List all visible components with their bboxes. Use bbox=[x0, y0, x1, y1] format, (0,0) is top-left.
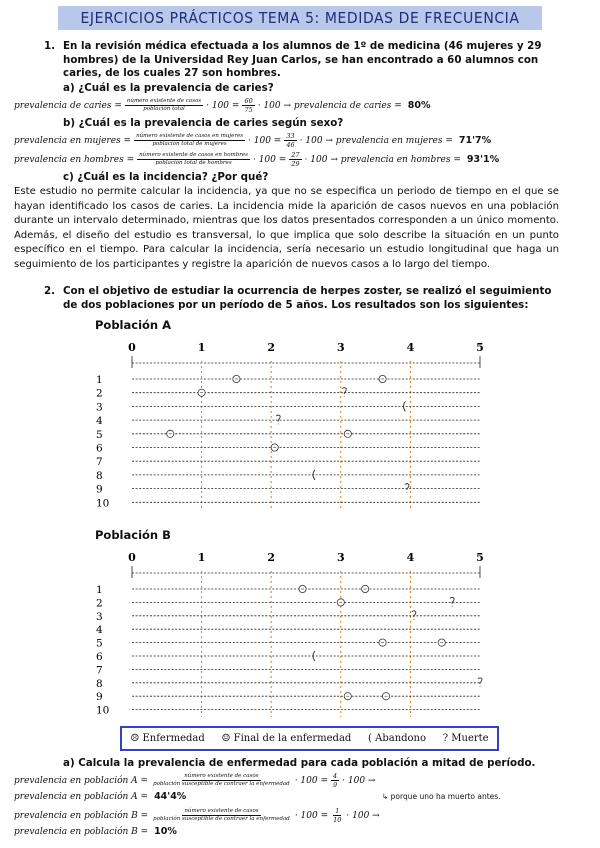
formula-tail: · 100 → prevalencia de caries = bbox=[257, 100, 402, 111]
fraction bbox=[331, 772, 339, 789]
population-a-tick-label: 4 bbox=[406, 341, 415, 354]
fraction bbox=[284, 132, 296, 149]
fraction-denominator: 9 bbox=[333, 781, 338, 789]
fraction-denominator: población susceptible de contraer la enfermedad bbox=[153, 816, 290, 822]
q2a-formula-b bbox=[14, 807, 380, 824]
population-a-tick-label: 1 bbox=[197, 341, 206, 354]
fraction bbox=[331, 807, 343, 824]
population-b-row-label: 5 bbox=[96, 637, 103, 650]
formula-tail: · 100 → bbox=[342, 775, 376, 786]
q2a-result-b bbox=[14, 826, 177, 837]
fraction-denominator: 75 bbox=[244, 106, 253, 114]
fraction-numerator: número existente de casos bbox=[184, 808, 259, 814]
population-a-death-marker bbox=[342, 388, 346, 397]
population-a-tick-label: 5 bbox=[476, 341, 484, 354]
population-a-row-label: 8 bbox=[96, 469, 103, 482]
fraction-numerator: 4 bbox=[333, 772, 338, 780]
fraction-numerator: 27 bbox=[291, 151, 300, 159]
fraction-numerator: número existente de casos en hombres bbox=[139, 152, 248, 158]
legend-disease: ☹ Enfermedad bbox=[130, 733, 205, 744]
page-title: EJERCICIOS PRÁCTICOS TEMA 5: MEDIDAS DE FRECUENCIA bbox=[58, 6, 541, 30]
fraction-denominator: población total de hombres bbox=[155, 160, 232, 166]
population-b-row-label: 3 bbox=[96, 610, 103, 623]
question-1-number: 1. bbox=[44, 40, 56, 52]
legend-end-of-disease: ☺ Final de la enfermedad bbox=[221, 733, 352, 744]
population-a-tick-label: 2 bbox=[267, 341, 276, 354]
fraction bbox=[289, 151, 301, 168]
question-2-text: Con el objetivo de estudiar la ocurrencia de herpes zoster, se realizó el seguimiento de dos poblaciones por un período de 5 años. Los resultados son los siguientes: bbox=[63, 285, 552, 311]
population-b-tick-label: 3 bbox=[336, 551, 345, 564]
q1a-formula bbox=[14, 97, 431, 114]
q2a-result-a bbox=[14, 791, 186, 802]
population-b-row-label: 9 bbox=[96, 691, 103, 704]
q1b-formula-men bbox=[14, 151, 499, 168]
q2a-label: a) Calcula la prevalencia de enfermedad para cada población a mitad de período. bbox=[63, 757, 536, 769]
formula-lhs: prevalencia en hombres = bbox=[14, 154, 135, 165]
population-a-row-label: 3 bbox=[96, 401, 103, 414]
fraction-numerator: número existente de casos en mujeres bbox=[136, 133, 244, 139]
fraction-numerator: 33 bbox=[286, 132, 295, 140]
formula-lhs: prevalencia en población B = bbox=[14, 826, 149, 837]
fraction bbox=[242, 97, 254, 114]
population-a-row-label: 2 bbox=[96, 387, 103, 400]
formula-mid: · 100 = bbox=[206, 100, 240, 111]
fraction-numerator: número existente de casos bbox=[126, 98, 202, 104]
fraction-denominator: población total bbox=[143, 106, 185, 112]
formula-mid: · 100 = bbox=[252, 154, 287, 165]
population-b-tick-label: 4 bbox=[406, 551, 415, 564]
population-b-row-label: 6 bbox=[96, 651, 103, 663]
legend-death: ? Muerte bbox=[442, 733, 489, 744]
formula-tail: · 100 → prevalencia en mujeres = bbox=[299, 135, 453, 146]
population-b-death-marker bbox=[412, 611, 416, 620]
formula-lhs: prevalencia en población A = bbox=[14, 775, 149, 786]
population-a-row-label: 1 bbox=[96, 374, 103, 386]
fraction-numerator: 60 bbox=[244, 97, 253, 105]
population-a-dropout-marker bbox=[403, 401, 405, 411]
formula-lhs: prevalencia en población A = bbox=[14, 791, 149, 802]
population-b-row-label: 1 bbox=[96, 584, 103, 596]
fraction-denominator: 29 bbox=[291, 160, 300, 168]
formula-result: 10% bbox=[154, 826, 177, 837]
q1b-formula-women bbox=[14, 132, 491, 149]
q1a-label: a) ¿Cuál es la prevalencia de caries? bbox=[63, 82, 274, 94]
population-a-timeline bbox=[0, 335, 600, 513]
population-b-row-label: 4 bbox=[96, 624, 103, 637]
note-death: ↳ porque uno ha muerto antes. bbox=[382, 792, 501, 801]
fraction-denominator: población susceptible de contraer la enfermedad bbox=[153, 781, 290, 787]
fraction bbox=[125, 98, 203, 113]
population-a-row-label: 10 bbox=[96, 497, 110, 510]
population-b-tick-label: 2 bbox=[267, 551, 276, 564]
population-a-tick-label: 3 bbox=[336, 341, 345, 354]
population-b-row-label: 10 bbox=[96, 704, 110, 717]
fraction-numerator: número existente de casos bbox=[184, 773, 259, 779]
population-a-row-label: 9 bbox=[96, 483, 103, 496]
fraction-denominator: 10 bbox=[333, 816, 342, 824]
population-a-label: Población A bbox=[95, 318, 172, 332]
q1c-label: c) ¿Cuál es la incidencia? ¿Por qué? bbox=[63, 171, 269, 183]
fraction-denominator: 46 bbox=[286, 141, 295, 149]
formula-result: 80% bbox=[407, 100, 431, 111]
question-1-text: En la revisión médica efectuada a los alumnos de 1º de medicina (46 mujeres y 29 hombres) de la Universidad Rey Juan Carlos, se han encontrado a 60 alumnos con caries, de los cuales 27 son hombres. bbox=[63, 40, 542, 79]
q1c-answer: Este estudio no permite calcular la incidencia, ya que no se especifica un periodo de tiempo en el que se hayan identificado los casos de caries. La incidencia mide la aparición de casos nuevos en una población durante un intervalo determinado, mientras que los datos presentados corresponden a un único momento. Además, el diseño del estudio es transversal, lo que implica que solo describe la situación en un punto específico en el tiempo. Para calcular la incidencia, sería necesario un estudio longitudinal que haga un seguimiento de los participantes y registre la aparición de nuevos casos a lo largo del tiempo. bbox=[14, 186, 559, 270]
formula-tail: · 100 → bbox=[346, 810, 380, 821]
formula-lhs: prevalencia de caries = bbox=[14, 100, 122, 111]
formula-lhs: prevalencia en población B = bbox=[14, 810, 149, 821]
formula-tail: · 100 → prevalencia en hombres = bbox=[304, 154, 461, 165]
population-b-row-label: 8 bbox=[96, 677, 103, 690]
population-b-tick-label: 1 bbox=[197, 551, 206, 564]
formula-mid: · 100 = bbox=[248, 135, 282, 146]
legend-dropout: ( Abandono bbox=[368, 733, 427, 744]
fraction-numerator: 1 bbox=[335, 807, 340, 815]
formula-result: 71'7% bbox=[458, 135, 492, 146]
legend bbox=[120, 726, 499, 751]
population-b-tick-label: 0 bbox=[128, 551, 136, 564]
population-b-tick-label: 5 bbox=[476, 551, 484, 564]
population-b-row-label: 2 bbox=[96, 597, 103, 610]
fraction bbox=[137, 152, 250, 167]
fraction bbox=[151, 808, 292, 823]
formula-mid: · 100 = bbox=[294, 775, 329, 786]
population-b-row-label: 7 bbox=[96, 664, 103, 677]
fraction-denominator: población total de mujeres bbox=[152, 141, 227, 147]
population-a-row-label: 6 bbox=[96, 442, 103, 455]
population-a-row-label: 5 bbox=[96, 428, 103, 441]
title-banner bbox=[0, 6, 600, 30]
formula-mid: · 100 = bbox=[294, 810, 329, 821]
fraction bbox=[151, 773, 292, 788]
question-2-number: 2. bbox=[44, 285, 56, 297]
population-a-death-marker bbox=[405, 484, 409, 493]
formula-lhs: prevalencia en mujeres = bbox=[14, 135, 132, 146]
formula-result: 93'1% bbox=[466, 154, 500, 165]
formula-result: 44'4% bbox=[154, 791, 187, 802]
population-a-row-label: 7 bbox=[96, 456, 103, 469]
population-b-timeline bbox=[0, 545, 600, 717]
population-a-tick-label: 0 bbox=[128, 341, 136, 354]
fraction bbox=[134, 133, 245, 148]
population-b-label: Población B bbox=[95, 528, 171, 542]
q2a-formula-a bbox=[14, 772, 375, 789]
population-a-row-label: 4 bbox=[96, 415, 103, 428]
q1b-label: b) ¿Cuál es la prevalencia de caries según sexo? bbox=[63, 117, 344, 129]
